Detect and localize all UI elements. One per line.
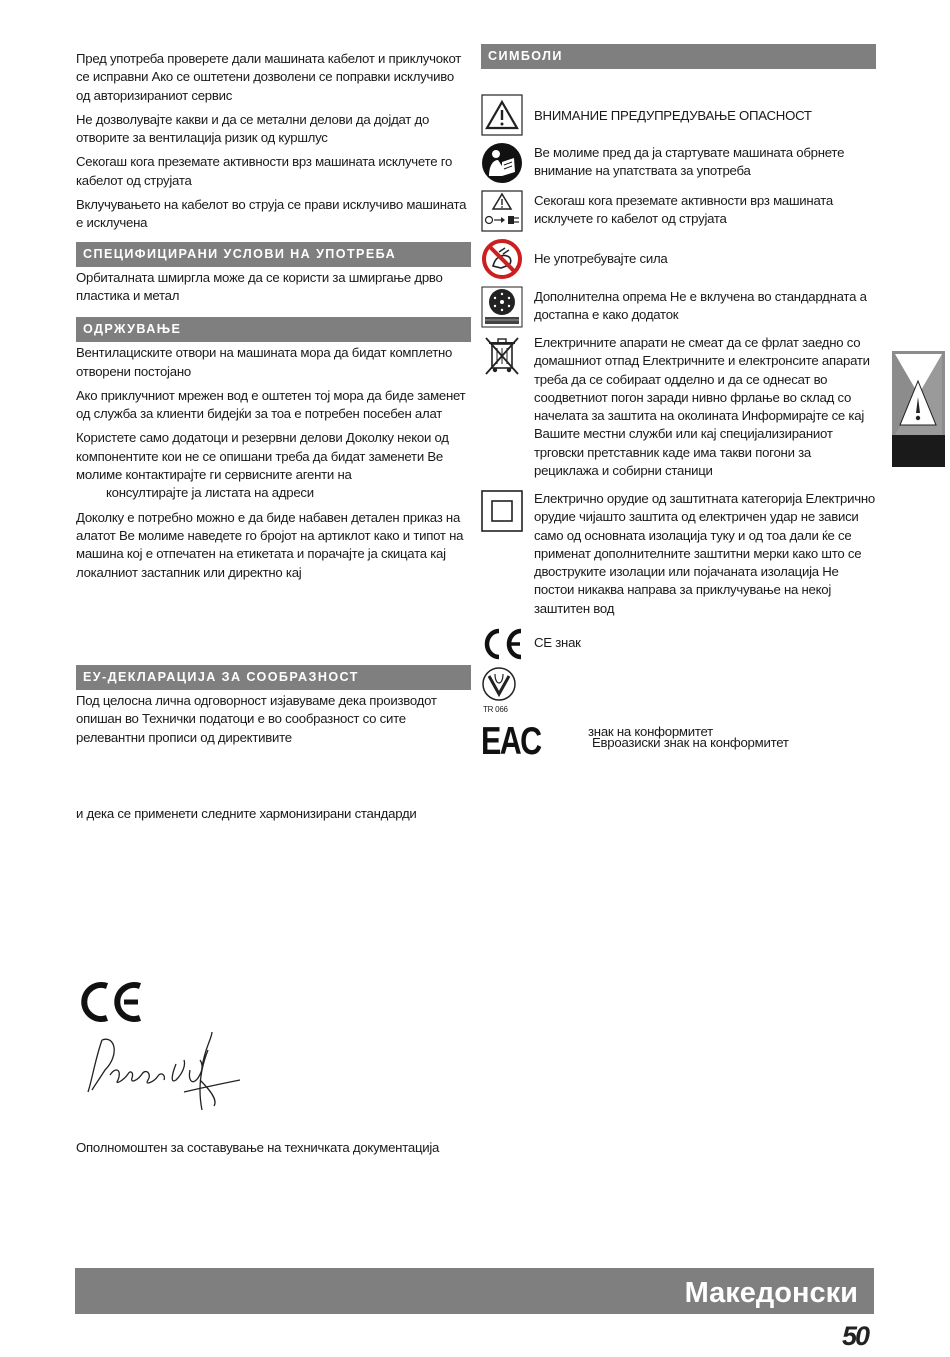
- harmonized-standards-text: и дека се применети следните хармонизирани стандарди: [76, 806, 417, 821]
- symbol-text: Евроазиски знак на конформитет: [592, 735, 789, 750]
- ua-mark-label: TR 066: [483, 705, 508, 714]
- ce-icon: [481, 624, 523, 666]
- symbols-column: [481, 44, 876, 784]
- maintenance-paragraph: Доколку е потребно можно е да биде набавен детален приказ на алатот Ве молиме наведете го бројот на артиклот како и типот на машина кој е отпечатен на етикетата и порачајте ја скицата кај локалниот застапник или директно кај: [76, 509, 464, 580]
- weee-bin-icon: [481, 334, 523, 376]
- eac-icon: EAC: [481, 720, 541, 763]
- symbol-text: Електрично орудие од заштитната категорија Електрично орудие чијашто заштита од електричен удар не зависи само од основната изолација туку и од тоа дали ќе се применат дополнителните заштитни мерки како што се двоструките изолации или појачаната изолација Не постои никаква направа за приклучување на некој заштитен вод: [534, 491, 875, 616]
- class-ii-icon: [481, 490, 523, 532]
- symbol-text: Не употребувајте сила: [534, 251, 668, 266]
- warning-side-tab: [892, 351, 945, 467]
- specified-conditions-header: СПЕЦИФИЦИРАНИ УСЛОВИ НА УПОТРЕБА: [76, 242, 471, 267]
- read-manual-icon: [481, 142, 523, 184]
- ukraine-conformity-icon: [481, 664, 523, 716]
- symbol-text: Секогаш кога преземате активности врз машината исклучете го кабелот од струјата: [534, 193, 833, 227]
- intro-paragraph: Вклучувањето на кабелот во струја се прави исклучиво машината е исклучена: [76, 197, 467, 231]
- maintenance-header: ОДРЖУВАЊЕ: [76, 317, 471, 342]
- left-column: [76, 50, 471, 588]
- language-banner: Македонски: [75, 1268, 874, 1314]
- no-force-icon: [481, 238, 523, 280]
- authorized-person-text: Ополномоштен за составување на техничката документација: [76, 1140, 440, 1155]
- maintenance-paragraph: Ако приклучниот мрежен вод е оштетен тој мора да биде заменет од служба за клиенти бидејќи за тоа е потребен посебен алат: [76, 387, 466, 422]
- eu-declaration-text: Под целосна лична одговорност изјавуваме дека производот опишан во Технички податоци е во сообразност со сите релевантни прописи од директивите: [76, 693, 437, 745]
- eu-declaration-section: [76, 665, 471, 753]
- ce-mark-icon: [80, 980, 146, 1024]
- symbol-text: Електричните апарати не смеат да се фрлат заедно со домашниот отпад Електричните и електронсите апарати треба да се собираат одделно и да се однесат во соодветниот погон заради нивно фрлање во склад со начелата за заштита на околината Информирајте се кај Вашите местни служби или кај специјализираниот трговски претставник каде има такви погони за рециклажа и собирни станици: [534, 335, 870, 479]
- symbols-header: СИМБОЛИ: [481, 44, 876, 69]
- signature-image: [80, 1030, 240, 1114]
- page-number: 50: [842, 1321, 869, 1351]
- intro-paragraph: Не дозволувајте какви и да се метални делови да дојдат до отворите за вентилација ризик од куршлус: [76, 111, 430, 146]
- maintenance-paragraph: Вентилациските отвори на машината мора да бидат комплетно отворени постојано: [76, 345, 453, 379]
- intro-paragraph: Пред употреба проверете дали машината кабелот и приклучокот се исправни Ако се оштетени дозволени се поправки исклучиво од авторизираниот сервис: [76, 51, 462, 103]
- eu-declaration-header: ЕУ-ДЕКЛАРАЦИЈА ЗА СООБРАЗНОСТ: [76, 665, 471, 690]
- symbol-text: ВНИМАНИЕ ПРЕДУПРЕДУВАЊЕ ОПАСНОСТ: [534, 108, 812, 123]
- symbol-text: Дополнителна опрема Не е вклучена во стандардната а достапна е како додаток: [534, 289, 867, 323]
- unplug-icon: [481, 190, 523, 232]
- maintenance-paragraph: Користете само додатоци и резервни делови Доколку некои од компонентите кои не се опишани треба да бидат заменети Ве молиме контактирајте ги сервисните агенти на: [76, 430, 449, 483]
- specified-conditions-text: Орбиталната шмиргла може да се користи за шмиргање дрво пластика и метал: [76, 269, 443, 303]
- symbol-text: знак на конформитет: [588, 724, 713, 739]
- symbol-text: CE знак: [534, 635, 581, 650]
- symbol-text: Ве молиме пред да ја стартувате машината обрнете внимание на упатствата за употреба: [534, 145, 845, 179]
- maintenance-paragraph: консултирајте ја листата на адреси: [106, 485, 314, 501]
- accessory-icon: [481, 286, 523, 328]
- intro-paragraph: Секогаш кога преземате активности врз машината исклучете го кабелот од струјата: [76, 154, 453, 188]
- warning-triangle-icon: [481, 94, 523, 136]
